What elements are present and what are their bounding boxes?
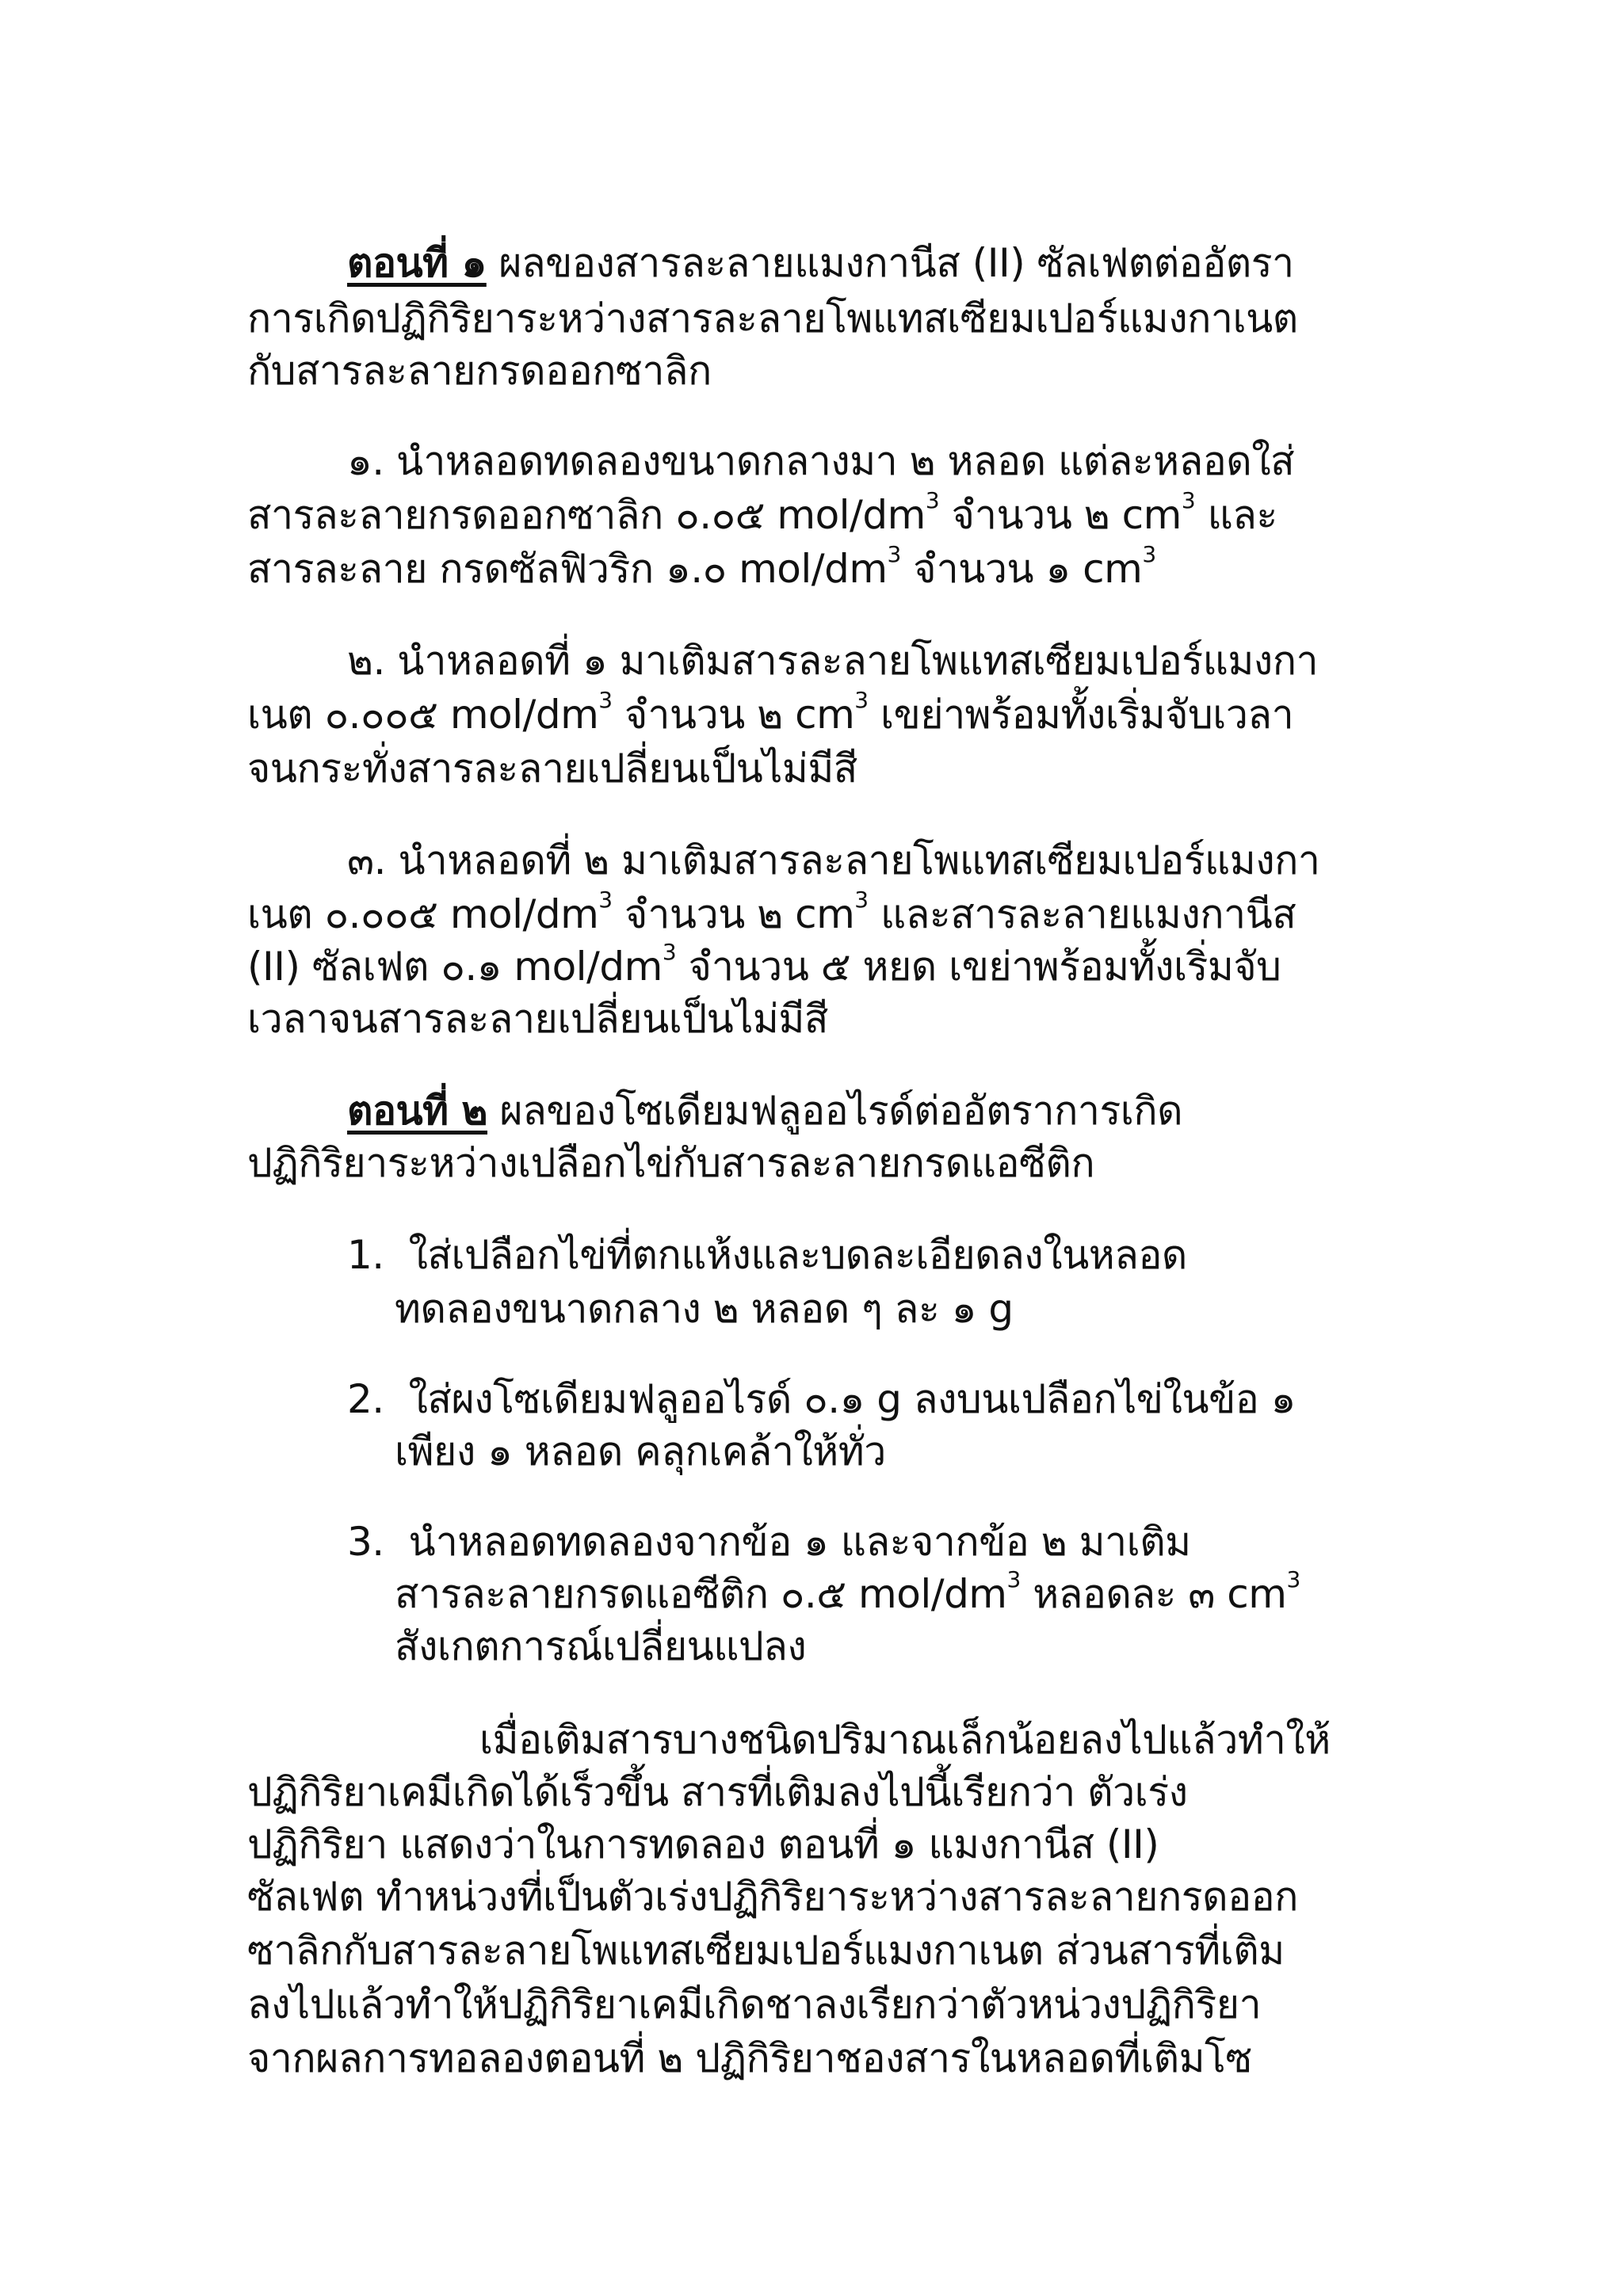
superscript: 3	[1286, 1566, 1300, 1592]
part1-heading-line	[347, 238, 1294, 288]
part1-title: ผลของสารละลายแมงกานีส (II) ซัลเฟตต่ออัตรา	[498, 240, 1294, 286]
part2-item2-line1	[347, 1374, 1296, 1425]
part1-step2-line2	[247, 689, 1293, 740]
item3-volume-text: หลอดละ ๓ cm	[1020, 1571, 1287, 1617]
part2-item3-line2	[395, 1566, 1300, 1619]
superscript: 3	[598, 887, 613, 913]
summary-line7: จากผลการทอลองตอนที่ ๒ ปฏิกิริยาชองสารในหลอดที่เติมโซ	[247, 2035, 1252, 2081]
superscript: 3	[1006, 1566, 1021, 1592]
superscript: 3	[854, 687, 869, 713]
superscript: 3	[662, 939, 677, 965]
step1-volume2-text: จำนวน ๑ cm	[900, 546, 1143, 592]
part1-step2-line1: ๒. นำหลอดที่ ๑ มาเติมสารละลายโพแทสเซียมเปอร์แมงกา	[347, 638, 1319, 684]
step3-drops-text: จำนวน ๕ หยด เขย่าพร้อมทั้งเริ่มจับ	[676, 944, 1281, 990]
part1-title-line2: การเกิดปฏิกิริยาระหว่างสารละลายโพแทสเซียมเปอร์แมงกาเนต	[247, 296, 1298, 341]
superscript: 3	[1181, 487, 1196, 513]
step2-shake-text: เขย่าพร้อมทั้งเริ่มจับเวลา	[868, 692, 1294, 738]
part2-title-line2: ปฏิกิริยาระหว่างเปลือกไข่กับสารละลายกรดแอซีติก	[247, 1140, 1095, 1186]
part1-step2-line3: จนกระทั่งสารละลายเปลี่ยนเป็นไม่มีสี	[247, 746, 857, 791]
summary-line6: ลงไปแล้วทำให้ปฏิกิริยาเคมีเกิดชาลงเรียกว่าตัวหน่วงปฏิกิริยา	[247, 1981, 1262, 2027]
superscript: 3	[1142, 541, 1156, 567]
part1-step3-line3	[247, 941, 1281, 992]
step1-and-text: และ	[1195, 492, 1277, 538]
step1-volume-text: จำนวน ๒ cm	[939, 492, 1182, 538]
part2-item1-line1	[347, 1230, 1187, 1280]
superscript: 3	[598, 687, 613, 713]
summary-line2: ปฏิกิริยาเคมีเกิดได้เร็วขึ้น สารที่เติมลงไปนี้เรียกว่า ตัวเร่ง	[247, 1769, 1188, 1815]
part2-item3-line3: สังเกตการณ์เปลี่ยนแปลง	[395, 1623, 807, 1669]
part1-step1-line2	[247, 487, 1277, 540]
part2-item1-line2: ทดลองขนาดกลาง ๒ หลอด ๆ ละ ๑ g	[395, 1286, 1014, 1332]
list-item-text: นำหลอดทดลองจากข้อ ๑ และจากข้อ ๒ มาเติม	[408, 1519, 1191, 1565]
step2-kmno4-text: เนต ๐.๐๐๕ mol/dm	[247, 692, 599, 738]
superscript: 3	[854, 887, 869, 913]
part2-item3-line1	[347, 1516, 1191, 1567]
part1-step1-line3	[247, 543, 1156, 594]
part2-heading-line	[347, 1085, 1182, 1136]
summary-line5: ซาลิกกับสารละลายโพแทสเซียมเปอร์แมงกาเนต ส่วนสารที่เติม	[247, 1928, 1285, 1974]
part1-title-line3: กับสารละลายกรดออกซาลิก	[247, 348, 712, 394]
summary-line1: เมื่อเติมสารบางชนิดปริมาณเล็กน้อยลงไปแล้วทำให้	[479, 1717, 1331, 1763]
superscript: 3	[887, 541, 901, 567]
part2-title: ผลของโซเดียมฟลูออไรด์ต่ออัตราการเกิด	[499, 1088, 1183, 1134]
step3-volume-text: จำนวน ๒ cm	[612, 891, 855, 937]
list-number: 1.	[347, 1232, 384, 1278]
list-number: 3.	[347, 1519, 384, 1565]
part1-step1-line1: ๑. นำหลอดทดลองขนาดกลางมา ๒ หลอด แต่ละหลอดใส่	[347, 438, 1295, 484]
step2-volume-text: จำนวน ๒ cm	[612, 692, 855, 738]
summary-line4: ซัลเฟต ทำหน่วงที่เป็นตัวเร่งปฏิกิริยาระหว่างสารละลายกรดออก	[247, 1874, 1298, 1920]
item3-acetic-text: สารละลายกรดแอซีติก ๐.๕ mol/dm	[395, 1571, 1007, 1617]
part1-step3-line1: ๓. นำหลอดที่ ๒ มาเติมสารละลายโพแทสเซียมเปอร์แมงกา	[347, 837, 1320, 883]
step3-sulfate-text: (II) ซัลเฟต ๐.๑ mol/dm	[247, 944, 663, 990]
part1-heading: ตอนที่ ๑	[347, 240, 487, 286]
summary-line3: ปฏิกิริยา แสดงว่าในการทดลอง ตอนที่ ๑ แมงกานีส (II)	[247, 1821, 1159, 1867]
list-item-text: ใส่เปลือกไข่ที่ตกแห้งและบดละเอียดลงในหลอด	[408, 1232, 1187, 1278]
part1-step3-line2	[247, 889, 1296, 940]
step3-kmno4-text: เนต ๐.๐๐๕ mol/dm	[247, 891, 599, 937]
part2-heading: ตอนที่ ๒	[347, 1088, 488, 1134]
superscript: 3	[925, 487, 940, 513]
part1-step3-line4: เวลาจนสารละลายเปลี่ยนเป็นไม่มีสี	[247, 996, 828, 1042]
part2-item2-line2: เพียง ๑ หลอด คลุกเคล้าให้ทั่ว	[395, 1428, 886, 1474]
list-item-text: ใส่ผงโซเดียมฟลูออไรด์ ๐.๑ g ลงบนเปลือกไข่ในข้อ ๑	[408, 1376, 1296, 1422]
list-number: 2.	[347, 1376, 384, 1422]
step3-mn-text: และสารละลายแมงกานีส	[868, 891, 1296, 937]
step1-oxalic-text: สารละลายกรดออกซาลิก ๐.๐๕ mol/dm	[247, 492, 926, 538]
step1-sulfuric-text: สารละลาย กรดซัลฟิวริก ๑.๐ mol/dm	[247, 546, 888, 592]
